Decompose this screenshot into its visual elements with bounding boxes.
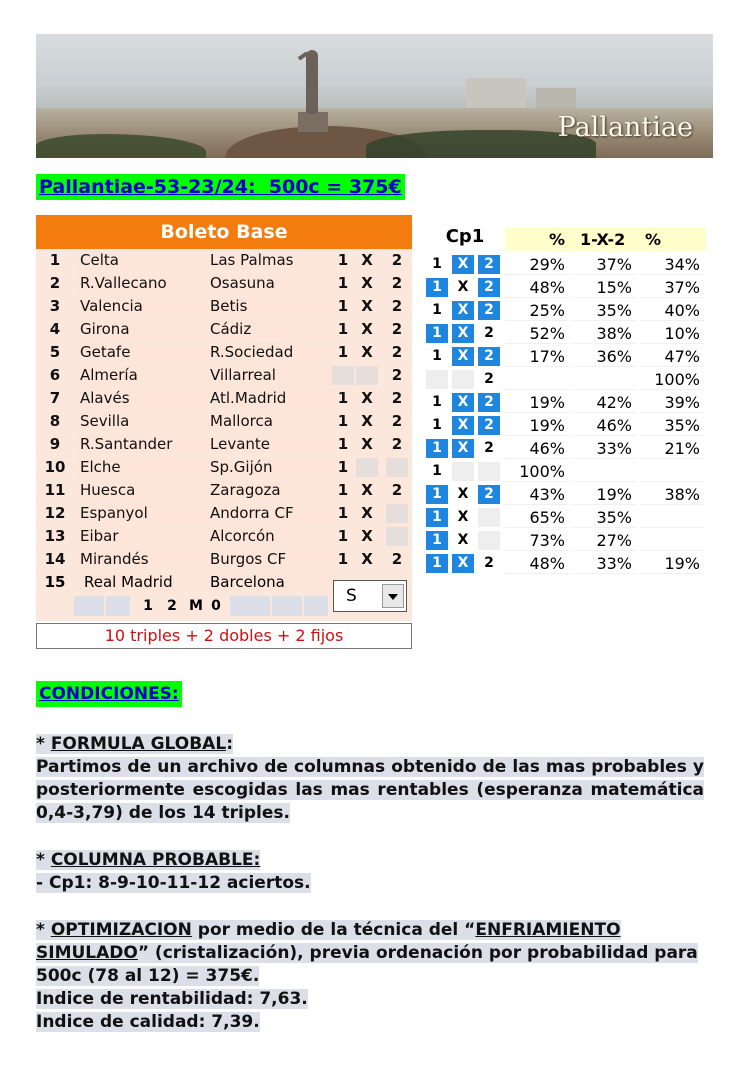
pleno-row (36, 596, 328, 616)
pleno-empty-cell (304, 596, 328, 616)
match-number: 15 (44, 573, 66, 591)
pleno-option-0[interactable]: 0 (211, 598, 221, 614)
percent-header-2: % (645, 230, 662, 249)
match-number: 9 (49, 435, 61, 453)
percent-2: 47% (640, 346, 704, 367)
sign-2[interactable]: 2 (391, 435, 403, 453)
pleno-select[interactable] (333, 580, 407, 612)
percent-2: 37% (640, 277, 704, 298)
sign-1[interactable]: 1 (337, 412, 349, 430)
cp1-sign-2[interactable]: 2 (478, 439, 500, 458)
sign-x[interactable]: X (361, 343, 373, 361)
cp1-sign-x[interactable] (452, 462, 474, 481)
pleno-empty-cell (106, 596, 130, 616)
columna-label: COLUMNA PROBABLE: (50, 850, 261, 870)
sign-x[interactable] (356, 458, 378, 477)
sign-2[interactable]: 2 (391, 320, 403, 338)
percent-x: 38% (572, 323, 636, 344)
match-number: 3 (49, 297, 61, 315)
cp1-sign-2[interactable]: 2 (478, 416, 500, 435)
cp1-sign-2[interactable] (478, 462, 500, 481)
match-number: 7 (49, 389, 61, 407)
cp1-sign-x[interactable]: X (452, 393, 474, 412)
percent-2: 35% (640, 415, 704, 436)
sign-x[interactable]: X (361, 251, 373, 269)
percent-1: 100% (505, 461, 569, 482)
cp1-row (424, 391, 706, 414)
calidad-text: Indice de calidad: 7,39. (36, 1012, 260, 1032)
sign-1[interactable]: 1 (337, 274, 349, 292)
sign-x[interactable]: X (361, 435, 373, 453)
cp1-sign-1[interactable]: 1 (426, 416, 448, 435)
sign-x[interactable]: X (361, 274, 373, 292)
percent-2 (640, 507, 704, 528)
sign-x[interactable]: X (361, 320, 373, 338)
sign-2[interactable] (386, 527, 408, 546)
cp1-title: Cp1 (445, 226, 485, 247)
cp1-sign-1[interactable]: 1 (426, 462, 448, 481)
percent-1: 46% (505, 438, 569, 459)
boleto-header: Boleto Base (36, 215, 412, 249)
rentabilidad-text: Indice de rentabilidad: 7,63. (36, 989, 308, 1009)
percent-1: 52% (505, 323, 569, 344)
formula-text: Partimos de un archivo de columnas obtenido de las mas probables y posteriormente escogidas las mas rentables (esperanza matemática 0,4-3,79) de los 14 triples. (36, 757, 704, 823)
match-row (36, 295, 412, 318)
match-row (36, 479, 412, 502)
percent-2 (640, 530, 704, 551)
sign-2[interactable] (386, 458, 408, 477)
sign-2[interactable]: 2 (391, 251, 403, 269)
away-team: Barcelona (206, 573, 336, 592)
percent-1: 73% (505, 530, 569, 551)
sign-2[interactable]: 2 (391, 550, 403, 568)
sign-1[interactable]: 1 (337, 504, 349, 522)
banner-statue-base (298, 112, 328, 132)
away-team: Alcorcón (206, 527, 336, 546)
sign-x[interactable]: X (361, 389, 373, 407)
home-team: Elche (76, 458, 208, 477)
cp1-sign-x[interactable]: X (452, 554, 474, 573)
match-row (36, 525, 412, 548)
optimizacion-text: por medio de la técnica del “ (191, 920, 476, 940)
formula-label: FORMULA GLOBAL (50, 734, 227, 754)
sign-x[interactable]: X (361, 297, 373, 315)
sign-x[interactable]: X (361, 550, 373, 568)
match-row (36, 387, 412, 410)
sign-2[interactable]: 2 (391, 274, 403, 292)
page-title[interactable]: Pallantiae-53-23/24: 500c = 375€ (36, 174, 405, 200)
percent-1: 17% (505, 346, 569, 367)
match-number: 8 (49, 412, 61, 430)
home-team: Almería (76, 366, 208, 385)
percent-2: 21% (640, 438, 704, 459)
match-row (36, 410, 412, 433)
sign-x[interactable] (356, 366, 378, 385)
cp1-sign-1[interactable]: 1 (426, 554, 448, 573)
sign-1[interactable]: 1 (337, 458, 349, 476)
away-team: Las Palmas (206, 251, 336, 270)
percent-2: 34% (640, 254, 704, 275)
sign-1[interactable]: 1 (337, 481, 349, 499)
cp1-row (424, 529, 706, 552)
percent-1: 19% (505, 415, 569, 436)
cp1-sign-2[interactable]: 2 (478, 393, 500, 412)
match-number: 4 (49, 320, 61, 338)
home-team: Valencia (76, 297, 208, 316)
sign-x[interactable]: X (361, 412, 373, 430)
match-number: 12 (44, 504, 66, 522)
cp1-sign-2[interactable]: 2 (478, 278, 500, 297)
match-row (36, 318, 412, 341)
percent-header-1: % (549, 230, 566, 249)
match-row (36, 249, 412, 272)
pleno-option-m[interactable]: M (189, 598, 203, 614)
header-banner-image (36, 34, 713, 158)
boleto-summary: 10 triples + 2 dobles + 2 fijos (36, 623, 412, 649)
cp1-sign-1[interactable]: 1 (426, 255, 448, 274)
cp1-row (424, 552, 706, 575)
percent-header (505, 227, 706, 251)
match-row (36, 341, 412, 364)
cp1-sign-2[interactable]: 2 (478, 324, 500, 343)
away-team: Sp.Gijón (206, 458, 336, 477)
cp1-sign-2[interactable] (478, 531, 500, 550)
home-team: Getafe (76, 343, 208, 362)
home-team: Alavés (76, 389, 208, 408)
percent-2: 40% (640, 300, 704, 321)
percent-x: 33% (572, 438, 636, 459)
home-team: Girona (76, 320, 208, 339)
percent-1: 19% (505, 392, 569, 413)
away-team: Levante (206, 435, 336, 454)
percent-1: 43% (505, 484, 569, 505)
match-number: 1 (49, 251, 61, 269)
match-row (36, 364, 412, 387)
percent-x: 27% (572, 530, 636, 551)
sign-2[interactable]: 2 (391, 412, 403, 430)
cp1-row (424, 345, 706, 368)
percent-x (572, 461, 636, 482)
pleno-empty-cell (74, 596, 104, 616)
cp1-sign-2[interactable]: 2 (478, 370, 500, 389)
sign-1[interactable] (332, 366, 354, 385)
match-number: 5 (49, 343, 61, 361)
sign-2[interactable]: 2 (391, 366, 403, 384)
rentabilidad-line (36, 988, 308, 1011)
percent-2: 39% (640, 392, 704, 413)
cp1-row (424, 483, 706, 506)
percent-x: 36% (572, 346, 636, 367)
home-team: Mirandés (76, 550, 208, 569)
match-number: 11 (44, 481, 66, 499)
cp1-row (424, 253, 706, 276)
cp1-sign-2[interactable]: 2 (478, 347, 500, 366)
percent-x: 46% (572, 415, 636, 436)
colon: : (226, 734, 233, 754)
away-team: Burgos CF (206, 550, 336, 569)
banner-statue (306, 50, 318, 114)
sign-2[interactable]: 2 (391, 389, 403, 407)
cp1-sign-x[interactable]: X (452, 278, 474, 297)
percent-2: 100% (640, 369, 704, 390)
match-row (36, 433, 412, 456)
optimizacion-paragraph (36, 919, 704, 988)
cp1-row (424, 276, 706, 299)
match-number: 13 (44, 527, 66, 545)
cp1-row (424, 322, 706, 345)
home-team: R.Santander (76, 435, 208, 454)
sign-2[interactable]: 2 (391, 297, 403, 315)
sign-1[interactable]: 1 (337, 527, 349, 545)
percent-x: 19% (572, 484, 636, 505)
formula-paragraph (36, 756, 704, 825)
bullet: * (36, 850, 51, 870)
sign-1[interactable]: 1 (337, 389, 349, 407)
sign-x[interactable]: X (361, 481, 373, 499)
columna-text: - Cp1: 8-9-10-11-12 aciertos. (36, 873, 311, 893)
cp1-row (424, 299, 706, 322)
sign-x[interactable]: X (361, 504, 373, 522)
chevron-down-icon[interactable] (382, 584, 404, 608)
match-number: 2 (49, 274, 61, 292)
percent-1: 65% (505, 507, 569, 528)
away-team: Osasuna (206, 274, 336, 293)
match-number: 14 (44, 550, 66, 568)
away-team: R.Sociedad (206, 343, 336, 362)
cp1-sign-1[interactable]: 1 (426, 393, 448, 412)
calidad-line (36, 1011, 260, 1034)
home-team: Celta (76, 251, 208, 270)
percent-2: 19% (640, 553, 704, 574)
match-number: 6 (49, 366, 61, 384)
cp1-sign-1[interactable]: 1 (426, 531, 448, 550)
match-row (36, 502, 412, 525)
cp1-sign-2[interactable]: 2 (478, 255, 500, 274)
cp1-sign-1[interactable]: 1 (426, 324, 448, 343)
cp1-row (424, 506, 706, 529)
sign-x[interactable]: X (361, 527, 373, 545)
cp1-sign-2[interactable] (478, 508, 500, 527)
cp1-sign-x[interactable]: X (452, 324, 474, 343)
sign-2[interactable]: 2 (391, 343, 403, 361)
banner-sign: Pallantiae (557, 112, 693, 143)
home-team: Sevilla (76, 412, 208, 431)
percent-1: 29% (505, 254, 569, 275)
cp1-sign-x[interactable] (452, 370, 474, 389)
cp1-row (424, 437, 706, 460)
columna-paragraph (36, 872, 311, 895)
away-team: Cádiz (206, 320, 336, 339)
cp1-sign-x[interactable]: X (452, 531, 474, 550)
sign-1[interactable]: 1 (337, 435, 349, 453)
sign-1[interactable]: 1 (337, 297, 349, 315)
home-team: Eibar (76, 527, 208, 546)
away-team: Atl.Madrid (206, 389, 336, 408)
cp1-row (424, 460, 706, 483)
percent-x: 35% (572, 300, 636, 321)
bullet: * (36, 920, 51, 940)
cp1-sign-1[interactable]: 1 (426, 439, 448, 458)
cp1-sign-1[interactable]: 1 (426, 301, 448, 320)
cp1-sign-2[interactable]: 2 (478, 485, 500, 504)
match-row (36, 272, 412, 295)
sign-1[interactable]: 1 (337, 320, 349, 338)
cp1-sign-x[interactable]: X (452, 485, 474, 504)
cp1-sign-x[interactable]: X (452, 301, 474, 320)
percent-x: 15% (572, 277, 636, 298)
sign-2[interactable]: 2 (391, 481, 403, 499)
cp1-sign-x[interactable]: X (452, 255, 474, 274)
away-team: Villarreal (206, 366, 336, 385)
sign-1[interactable]: 1 (337, 251, 349, 269)
percent-x (572, 369, 636, 390)
percent-1: 48% (505, 553, 569, 574)
percent-1 (505, 369, 569, 390)
cp1-sign-x[interactable]: X (452, 347, 474, 366)
percent-x: 35% (572, 507, 636, 528)
cp1-sign-1[interactable]: 1 (426, 278, 448, 297)
optimizacion-label: OPTIMIZACION (50, 920, 192, 940)
cp1-sign-2[interactable]: 2 (478, 301, 500, 320)
home-team: R.Vallecano (76, 274, 208, 293)
pleno-option-1[interactable]: 1 (143, 598, 153, 614)
pleno-empty-cell (230, 596, 270, 616)
percent-x: 42% (572, 392, 636, 413)
cp1-sign-x[interactable]: X (452, 416, 474, 435)
away-team: Mallorca (206, 412, 336, 431)
percent-x: 37% (572, 254, 636, 275)
match-number: 10 (44, 458, 66, 476)
enfriamiento-label: ENFRIAMIENTO SIMULADO (36, 920, 621, 963)
pleno-option-2[interactable]: 2 (167, 598, 177, 614)
sign-1[interactable]: 1 (337, 550, 349, 568)
home-team: Real Madrid (80, 573, 208, 592)
away-team: Zaragoza (206, 481, 336, 500)
cp1-row (424, 414, 706, 437)
cp1-sign-2[interactable]: 2 (478, 554, 500, 573)
match-row (36, 548, 412, 571)
optimizacion-text-2: ” (cristalización), previa ordenación por probabilidad para 500c (78 al 12) = 375€. (36, 943, 698, 986)
formula-heading (36, 733, 233, 756)
percent-1: 48% (505, 277, 569, 298)
cp1-sign-x[interactable]: X (452, 439, 474, 458)
percent-2: 38% (640, 484, 704, 505)
match-row (36, 456, 412, 479)
home-team: Huesca (76, 481, 208, 500)
columna-heading (36, 849, 260, 872)
percent-2 (640, 461, 704, 482)
cp1-sign-1[interactable]: 1 (426, 508, 448, 527)
sign-1[interactable]: 1 (337, 343, 349, 361)
percent-2: 10% (640, 323, 704, 344)
percent-x: 33% (572, 553, 636, 574)
pleno-empty-cell (272, 596, 302, 616)
cp1-sign-x[interactable]: X (452, 508, 474, 527)
bullet: * (36, 734, 51, 754)
sign-2[interactable] (386, 504, 408, 523)
home-team: Espanyol (76, 504, 208, 523)
cp1-sign-1[interactable]: 1 (426, 347, 448, 366)
cp1-row (424, 368, 706, 391)
conditions-title[interactable]: CONDICIONES: (36, 681, 182, 707)
pleno-select-value: S (346, 586, 357, 606)
cp1-sign-1[interactable]: 1 (426, 485, 448, 504)
percent-header-mid: 1-X-2 (580, 230, 626, 249)
away-team: Betis (206, 297, 336, 316)
boleto-table (36, 249, 412, 621)
percent-1: 25% (505, 300, 569, 321)
away-team: Andorra CF (206, 504, 336, 523)
cp1-sign-1[interactable] (426, 370, 448, 389)
